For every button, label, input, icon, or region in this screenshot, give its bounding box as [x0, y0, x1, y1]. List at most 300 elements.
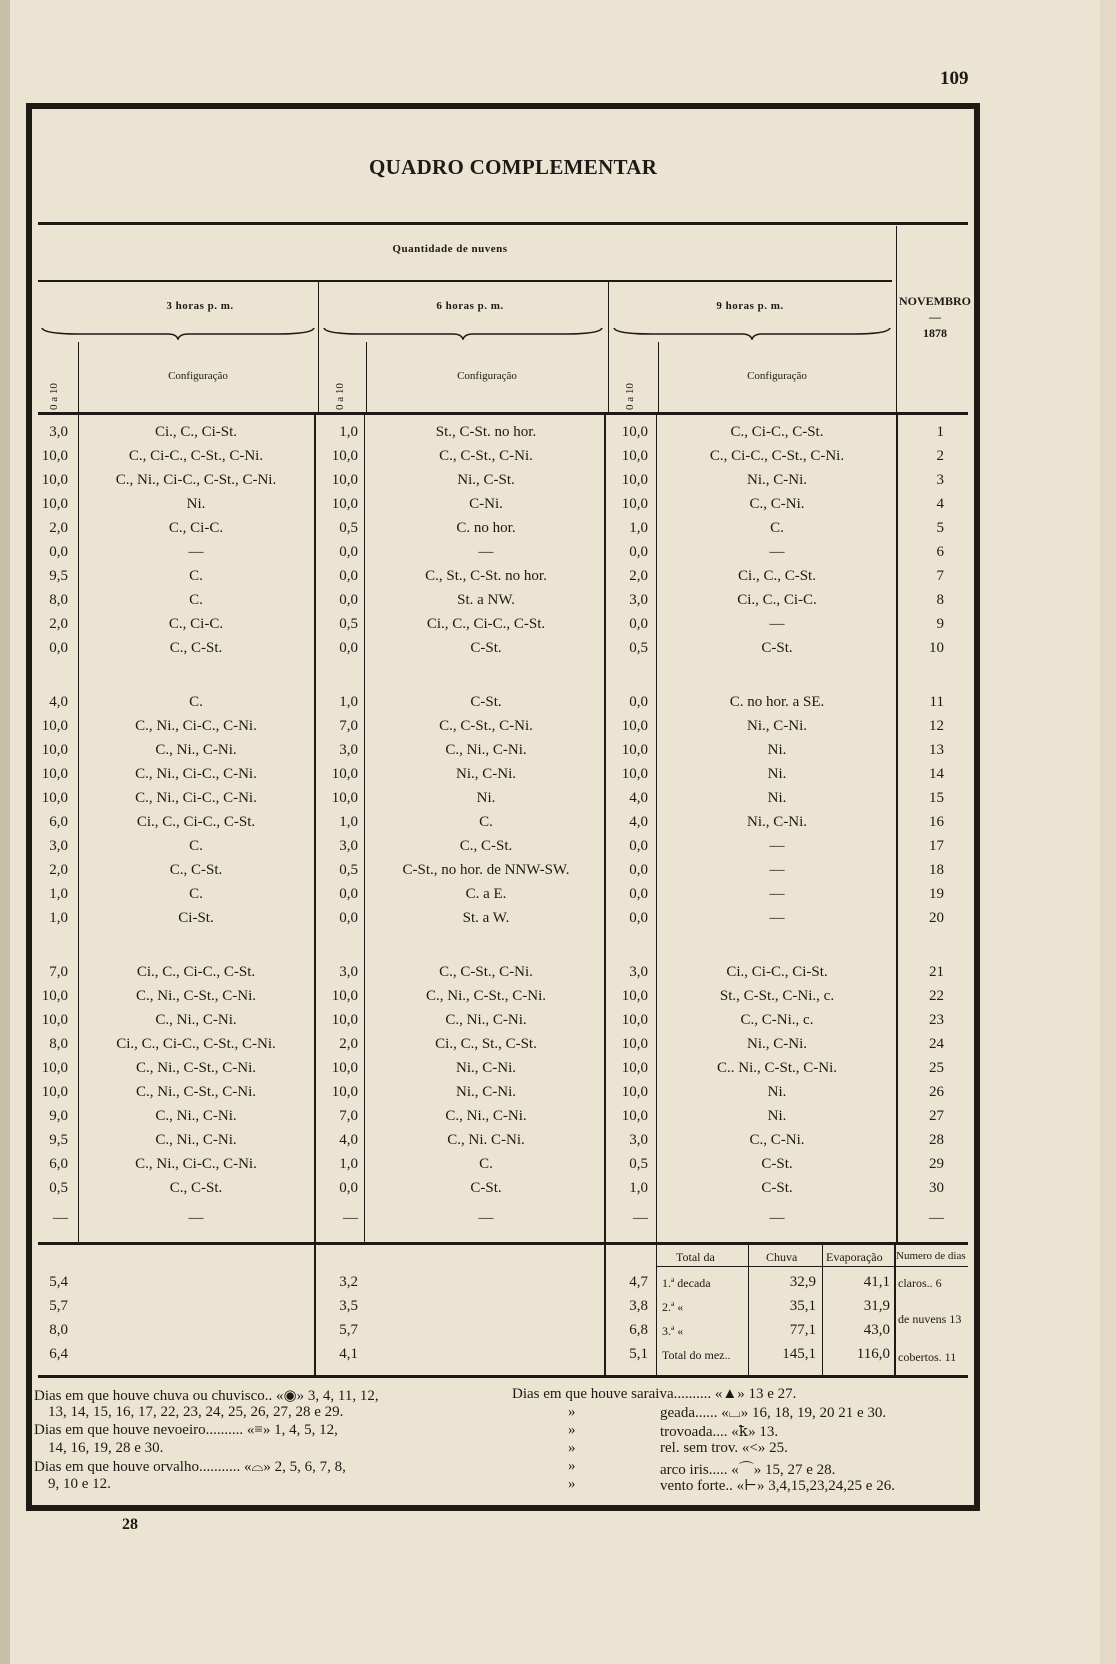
config-3pm: Ci., C., Ci-C., C-St., C-Ni.: [116, 1036, 276, 1052]
config-3pm: C.: [189, 592, 203, 608]
table-row: [0, 1108, 1000, 1132]
rain-total-4: 145,1: [782, 1346, 816, 1362]
config-label-9pm: Configuração: [747, 370, 807, 382]
cloud-3pm: 10,0: [41, 472, 68, 488]
cloud-6pm: 1,0: [339, 424, 358, 440]
cloud-6pm: 0,0: [339, 910, 358, 926]
cloud-3pm: 9,5: [49, 1132, 68, 1148]
config-3pm: C., Ni., C-Ni.: [155, 1012, 237, 1028]
dew-days-line-2: 9, 10 e 12.: [48, 1476, 111, 1492]
table-row: [0, 910, 1000, 934]
config-9pm: Ni., C-Ni.: [747, 472, 807, 488]
summary-rain-heading: Chuva: [766, 1250, 798, 1264]
table-row: [0, 424, 1000, 448]
day-number: 21: [929, 964, 944, 980]
page-right-edge: [1100, 0, 1116, 1664]
cloud-6pm: 10,0: [331, 448, 358, 464]
config-3pm: C., Ni., C-St., C-Ni.: [135, 1084, 256, 1100]
day-number: 16: [929, 814, 944, 830]
config-9pm: C., Ci-C., C-St., C-Ni.: [709, 448, 845, 464]
cloud-3pm: 10,0: [41, 1060, 68, 1076]
month-heading: NOVEMBRO: [899, 294, 971, 308]
table-row: [0, 592, 1000, 616]
cloud-9pm: 10,0: [621, 1084, 648, 1100]
config-3pm: C., C-St.: [169, 862, 223, 878]
cloud-6pm: 10,0: [331, 988, 358, 1004]
cloud-3pm: 10,0: [41, 1084, 68, 1100]
summary-evap-heading: Evaporação: [826, 1250, 883, 1264]
fog-days: » 1, 4, 5, 12,: [262, 1422, 338, 1438]
table-row: [0, 838, 1000, 862]
config-9pm: Ni., C-Ni.: [747, 814, 807, 830]
config-3pm: Ci-St.: [178, 910, 214, 926]
table-row: [0, 1084, 1000, 1108]
config-6pm: C., Ni., C-Ni.: [445, 1108, 527, 1124]
config-9pm: C., C-Ni.: [749, 1132, 805, 1148]
config-9pm: —: [769, 862, 785, 878]
config-6pm: St. a NW.: [457, 592, 515, 608]
cloud-3pm: 10,0: [41, 496, 68, 512]
wind-days-line: [660, 1476, 895, 1495]
cloud-6pm: 10,0: [331, 766, 358, 782]
config-9pm: C.: [770, 520, 784, 536]
cloud-6pm: 10,0: [331, 1084, 358, 1100]
cloud-6pm: 0,0: [339, 1180, 358, 1196]
cloud-3pm: 4,0: [49, 694, 68, 710]
cloud-3pm: 10,0: [41, 766, 68, 782]
cloud-3pm: 1,0: [49, 886, 68, 902]
cloud-9pm: 10,0: [621, 448, 648, 464]
cloud-6pm: 3,0: [339, 742, 358, 758]
cloud-3pm: 0,0: [49, 640, 68, 656]
wind-days: » 3,4,15,23,24,25 e 26.: [757, 1478, 895, 1494]
cloud-3pm: 10,0: [41, 448, 68, 464]
day-number: 9: [936, 616, 944, 632]
cloud-9pm: 10,0: [621, 766, 648, 782]
cloud-9pm: 0,0: [629, 838, 648, 854]
day-number: 19: [929, 886, 944, 902]
config-9pm: C. no hor. a SE.: [729, 694, 825, 710]
wind-icon: ⊢: [744, 1478, 758, 1494]
table-row: [0, 1036, 1000, 1060]
wind-label: vento forte.. «: [660, 1478, 745, 1494]
day-number: 11: [929, 694, 944, 710]
summary-header-rule: [656, 1266, 968, 1267]
summary-3pm-3: 8,0: [49, 1322, 68, 1338]
summary-9pm-2: 3,8: [629, 1298, 648, 1314]
thunder-days: » 13.: [748, 1424, 779, 1440]
config-9pm: —: [769, 616, 785, 632]
summary-divider-6: [894, 1245, 896, 1375]
config-3pm: C., C-St.: [169, 1180, 223, 1196]
cloud-3pm: 10,0: [41, 790, 68, 806]
cloud-6pm: 0,0: [339, 592, 358, 608]
config-3pm: —: [188, 1210, 204, 1226]
lightning-days-line: [660, 1440, 788, 1457]
dew-icon: ⌓: [251, 1459, 264, 1475]
day-number: 17: [929, 838, 944, 854]
lightning-label: rel. sem trov. «: [660, 1440, 750, 1456]
table-row: [0, 1156, 1000, 1180]
config-6pm: C.: [479, 1156, 493, 1172]
cloud-6pm: 10,0: [331, 1060, 358, 1076]
table-row: [0, 496, 1000, 520]
period-label-2: 2.ª «: [662, 1300, 684, 1314]
config-9pm: C-St.: [761, 640, 793, 656]
cloud-9pm: 10,0: [621, 1060, 648, 1076]
table-row: [0, 790, 1000, 814]
config-6pm: C-St.: [470, 694, 502, 710]
config-6pm: —: [478, 544, 494, 560]
days-clear: claros.. 6: [898, 1276, 942, 1290]
config-6pm: C., Ni., C-St., C-Ni.: [425, 988, 546, 1004]
config-3pm: C., Ni., Ci-C., C-Ni.: [135, 790, 257, 806]
frost-icon: ⌴: [728, 1405, 741, 1421]
table-row: [0, 1012, 1000, 1036]
header-bottom-rule: [38, 412, 968, 415]
config-3pm: C., Ni., Ci-C., C-Ni.: [135, 718, 257, 734]
day-number: 13: [929, 742, 944, 758]
cloud-3pm: 6,0: [49, 814, 68, 830]
days-overcast: cobertos. 11: [898, 1350, 957, 1364]
config-6pm: St. a W.: [462, 910, 510, 926]
fog-label: Dias em que houve nevoeiro.......... «: [34, 1422, 255, 1438]
cloud-3pm: 10,0: [41, 988, 68, 1004]
config-9pm: C-St.: [761, 1180, 793, 1196]
evap-total-1: 41,1: [863, 1274, 890, 1290]
cloud-3pm: 9,5: [49, 568, 68, 584]
divider-6-9: [608, 282, 609, 412]
config-9pm: —: [769, 910, 785, 926]
frost-days-line: [660, 1404, 886, 1422]
cloud-6pm: 7,0: [339, 1108, 358, 1124]
period-label-4: Total do mez..: [662, 1348, 731, 1362]
config-3pm: C., Ni., C-Ni.: [155, 1108, 237, 1124]
dew-label: Dias em que houve orvalho........... «: [34, 1459, 252, 1475]
cloud-9pm: 0,5: [629, 640, 648, 656]
cloud-3pm: 10,0: [41, 1012, 68, 1028]
table-row: [0, 964, 1000, 988]
config-3pm: C., Ci-C.: [168, 616, 224, 632]
day-number: 30: [929, 1180, 944, 1196]
config-3pm: Ni.: [186, 496, 206, 512]
time-3pm-heading: 3 horas p. m.: [166, 300, 234, 312]
cloud-9pm: 1,0: [629, 520, 648, 536]
year-heading: 1878: [923, 326, 947, 340]
cloud-3pm: 1,0: [49, 910, 68, 926]
rain-days-line-1: [34, 1386, 379, 1405]
day-number: 6: [936, 544, 944, 560]
config-6pm: Ni., C-Ni.: [456, 766, 516, 782]
brace-6pm-icon: [322, 326, 604, 340]
cloud-6pm: 0,5: [339, 520, 358, 536]
day-number: 23: [929, 1012, 944, 1028]
config-6pm: —: [478, 1210, 494, 1226]
frost-label: geada...... «: [660, 1405, 729, 1421]
cloud-9pm: 10,0: [621, 1036, 648, 1052]
printer-signature: 28: [122, 1516, 138, 1533]
config-6pm: C., C-St., C-Ni.: [439, 964, 533, 980]
summary-divider-4: [748, 1245, 749, 1375]
config-3pm: Ci., C., Ci-C., C-St.: [136, 814, 256, 830]
day-number: —: [929, 1210, 944, 1226]
cloud-9pm: 0,0: [629, 694, 648, 710]
lightning-icon: <: [749, 1440, 758, 1456]
evap-total-2: 31,9: [863, 1298, 890, 1314]
config-6pm: C., Ni., C-Ni.: [445, 742, 527, 758]
config-3pm: C.: [189, 694, 203, 710]
cloud-9pm: 0,0: [629, 910, 648, 926]
cloud-9pm: 10,0: [621, 1012, 648, 1028]
month-dash: —: [929, 310, 941, 324]
table-row: [0, 886, 1000, 910]
day-number: 24: [929, 1036, 944, 1052]
thunder-icon: ꝁ: [738, 1424, 749, 1440]
config-3pm: C.: [189, 838, 203, 854]
table-row: [0, 1210, 1000, 1234]
config-6pm: C-St., no hor. de NNW-SW.: [402, 862, 570, 878]
cloud-9pm: 4,0: [629, 814, 648, 830]
day-number: 27: [929, 1108, 944, 1124]
summary-divider-5: [822, 1245, 823, 1375]
cloud-3pm: 8,0: [49, 1036, 68, 1052]
config-9pm: Ci., C., Ci-C.: [737, 592, 817, 608]
table-row: [0, 862, 1000, 886]
config-6pm: St., C-St. no hor.: [435, 424, 537, 440]
summary-6pm-3: 5,7: [339, 1322, 358, 1338]
config-3pm: C., Ni., C-St., C-Ni.: [135, 1060, 256, 1076]
day-number: 18: [929, 862, 944, 878]
config-3pm: C.: [189, 886, 203, 902]
cloud-6pm: 0,0: [339, 886, 358, 902]
cloud-6pm: 4,0: [339, 1132, 358, 1148]
ditto-mark-3: »: [568, 1440, 576, 1456]
cloud-3pm: 3,0: [49, 838, 68, 854]
config-9pm: —: [769, 1210, 785, 1226]
cloud-6pm: 10,0: [331, 472, 358, 488]
day-number: 2: [936, 448, 944, 464]
scale-label-6pm: 0 a 10: [334, 383, 346, 410]
rain-total-1: 32,9: [789, 1274, 816, 1290]
evap-total-3: 43,0: [863, 1322, 890, 1338]
fog-icon: ≡: [254, 1422, 263, 1438]
day-number: 10: [929, 640, 944, 656]
summary-9pm-1: 4,7: [629, 1274, 648, 1290]
ditto-mark-1: »: [568, 1404, 576, 1420]
cloud-9pm: 3,0: [629, 1132, 648, 1148]
cloud-3pm: 2,0: [49, 616, 68, 632]
config-9pm: C.. Ni., C-St., C-Ni.: [716, 1060, 837, 1076]
config-6pm: Ni., C-Ni.: [456, 1084, 516, 1100]
cloud-6pm: 1,0: [339, 694, 358, 710]
cloud-6pm: 0,0: [339, 640, 358, 656]
cloud-9pm: 3,0: [629, 964, 648, 980]
config-6pm: C. no hor.: [456, 520, 516, 536]
hail-days-line: [512, 1386, 796, 1403]
config-9pm: —: [769, 886, 785, 902]
day-number: 28: [929, 1132, 944, 1148]
config-9pm: St., C-St., C-Ni., c.: [719, 988, 835, 1004]
time-6pm-heading: 6 horas p. m.: [436, 300, 504, 312]
cloud-9pm: 1,0: [629, 1180, 648, 1196]
table-row: [0, 472, 1000, 496]
config-label-3pm: Configuração: [168, 370, 228, 382]
summary-9pm-4: 5,1: [629, 1346, 648, 1362]
table-row: [0, 814, 1000, 838]
config-3pm: C., C-St.: [169, 640, 223, 656]
config-9pm: C., C-Ni.: [749, 496, 805, 512]
cloud-6pm: 0,0: [339, 568, 358, 584]
cloud-quantity-heading: Quantidade de nuvens: [392, 243, 508, 255]
summary-9pm-3: 6,8: [629, 1322, 648, 1338]
day-number: 8: [936, 592, 944, 608]
brace-3pm-icon: [40, 326, 316, 340]
config-9pm: Ci., C., C-St.: [738, 568, 816, 584]
summary-3pm-2: 5,7: [49, 1298, 68, 1314]
summary-6pm-1: 3,2: [339, 1274, 358, 1290]
day-number: 5: [936, 520, 944, 536]
rain-drop-icon: ◉: [283, 1388, 297, 1404]
summary-6pm-2: 3,5: [339, 1298, 358, 1314]
config-6pm: Ni., C-St.: [457, 472, 515, 488]
config-6pm: Ni.: [476, 790, 496, 806]
cloud-6pm: 10,0: [331, 1012, 358, 1028]
days-cloudy: de nuvens 13: [898, 1312, 962, 1326]
day-number: 1: [936, 424, 944, 440]
cloud-9pm: 10,0: [621, 496, 648, 512]
cloud-3pm: 6,0: [49, 1156, 68, 1172]
summary-days-heading: Numero de dias: [896, 1250, 966, 1262]
cloud-6pm: 0,5: [339, 616, 358, 632]
table-row: [0, 640, 1000, 664]
rainbow-days: » 15, 27 e 28.: [753, 1462, 836, 1478]
cloud-3pm: 2,0: [49, 520, 68, 536]
summary-total-heading: Total da: [676, 1250, 715, 1264]
scale-label-9pm: 0 a 10: [624, 383, 636, 410]
config-3pm: C., Ni., Ci-C., C-Ni.: [135, 766, 257, 782]
config-6pm: Ci., C., St., C-St.: [435, 1036, 537, 1052]
config-9pm: Ni.: [767, 1108, 787, 1124]
config-9pm: Ni.: [767, 1084, 787, 1100]
table-row: [0, 568, 1000, 592]
cloud-9pm: 10,0: [621, 1108, 648, 1124]
cloud-6pm: 3,0: [339, 964, 358, 980]
config-6pm: C-St.: [470, 1180, 502, 1196]
frost-days: » 16, 18, 19, 20 21 e 30.: [740, 1405, 887, 1421]
config-9pm: C., C-Ni., c.: [740, 1012, 814, 1028]
cloud-9pm: 0,0: [629, 886, 648, 902]
config-9pm: Ni.: [767, 766, 787, 782]
period-label-1: 1.ª decada: [662, 1276, 711, 1290]
hail-days: » 13 e 27.: [737, 1386, 797, 1402]
cloud-6pm: 10,0: [331, 790, 358, 806]
summary-bottom-rule: [38, 1375, 968, 1378]
cloud-9pm: 0,0: [629, 616, 648, 632]
cloud-3pm: 3,0: [49, 424, 68, 440]
subheader-divider-1: [78, 342, 79, 412]
brace-9pm-icon: [612, 326, 892, 340]
cloud-9pm: 10,0: [621, 718, 648, 734]
table-row: [0, 742, 1000, 766]
config-3pm: C., Ni., C-St., C-Ni.: [135, 988, 256, 1004]
table-row: [0, 616, 1000, 640]
config-3pm: Ci., C., Ci-St.: [154, 424, 238, 440]
table-row: [0, 988, 1000, 1012]
config-6pm: C., C-St.: [459, 838, 513, 854]
lightning-days: » 25.: [757, 1440, 788, 1456]
config-9pm: C-St.: [761, 1156, 793, 1172]
cloud-9pm: 2,0: [629, 568, 648, 584]
day-number: 4: [936, 496, 944, 512]
cloud-3pm: 8,0: [49, 592, 68, 608]
table-row: [0, 1180, 1000, 1204]
hail-label: Dias em que houve saraiva.......... «: [512, 1386, 723, 1402]
table-row: [0, 766, 1000, 790]
day-number: 14: [929, 766, 944, 782]
scale-label-3pm: 0 a 10: [48, 383, 60, 410]
subheader-divider-3: [658, 342, 659, 412]
fog-days-line-2: 14, 16, 19, 28 e 30.: [48, 1440, 164, 1456]
hail-icon: ▲: [722, 1386, 738, 1402]
config-3pm: C., Ni., Ci-C., C-Ni.: [135, 1156, 257, 1172]
config-3pm: C.: [189, 568, 203, 584]
ditto-mark-2: »: [568, 1422, 576, 1438]
config-9pm: —: [769, 838, 785, 854]
table-row: [0, 694, 1000, 718]
table-row: [0, 1132, 1000, 1156]
table-row: [0, 544, 1000, 568]
cloud-9pm: 10,0: [621, 988, 648, 1004]
config-9pm: Ni.: [767, 790, 787, 806]
cloud-3pm: 0,0: [49, 544, 68, 560]
evap-total-4: 116,0: [856, 1346, 890, 1362]
summary-top-rule: [38, 1242, 968, 1245]
cloud-9pm: 4,0: [629, 790, 648, 806]
thunder-label: trovoada.... «: [660, 1424, 739, 1440]
config-6pm: C., St., C-St. no hor.: [425, 568, 547, 584]
config-6pm: Ni., C-Ni.: [456, 1060, 516, 1076]
config-9pm: Ni., C-Ni.: [747, 1036, 807, 1052]
rainbow-label: arco iris..... «: [660, 1462, 739, 1478]
cloud-3pm: 9,0: [49, 1108, 68, 1124]
cloud-3pm: 0,5: [49, 1180, 68, 1196]
config-9pm: Ni.: [767, 742, 787, 758]
config-6pm: C., C-St., C-Ni.: [439, 718, 533, 734]
rain-total-2: 35,1: [789, 1298, 816, 1314]
header-time-rule: [38, 280, 892, 282]
cloud-6pm: 2,0: [339, 1036, 358, 1052]
day-number: 12: [929, 718, 944, 734]
ditto-mark-5: »: [568, 1476, 576, 1492]
cloud-6pm: 0,5: [339, 862, 358, 878]
cloud-9pm: 10,0: [621, 424, 648, 440]
config-3pm: C., Ni., Ci-C., C-St., C-Ni.: [115, 472, 277, 488]
config-3pm: C., Ci-C., C-St., C-Ni.: [128, 448, 264, 464]
month-column-divider: [896, 226, 897, 412]
config-3pm: C., Ni., C-Ni.: [155, 1132, 237, 1148]
summary-divider-1: [314, 1245, 316, 1375]
config-6pm: C-Ni.: [469, 496, 503, 512]
day-number: 3: [936, 472, 944, 488]
config-9pm: C., Ci-C., C-St.: [730, 424, 824, 440]
cloud-6pm: 7,0: [339, 718, 358, 734]
cloud-9pm: 10,0: [621, 742, 648, 758]
rain-label: Dias em que houve chuva ou chuvisco.. «: [34, 1388, 284, 1404]
config-3pm: C., Ci-C.: [168, 520, 224, 536]
config-3pm: —: [188, 544, 204, 560]
divider-3-6: [318, 282, 319, 412]
page-title: QUADRO COMPLEMENTAR: [369, 155, 658, 179]
